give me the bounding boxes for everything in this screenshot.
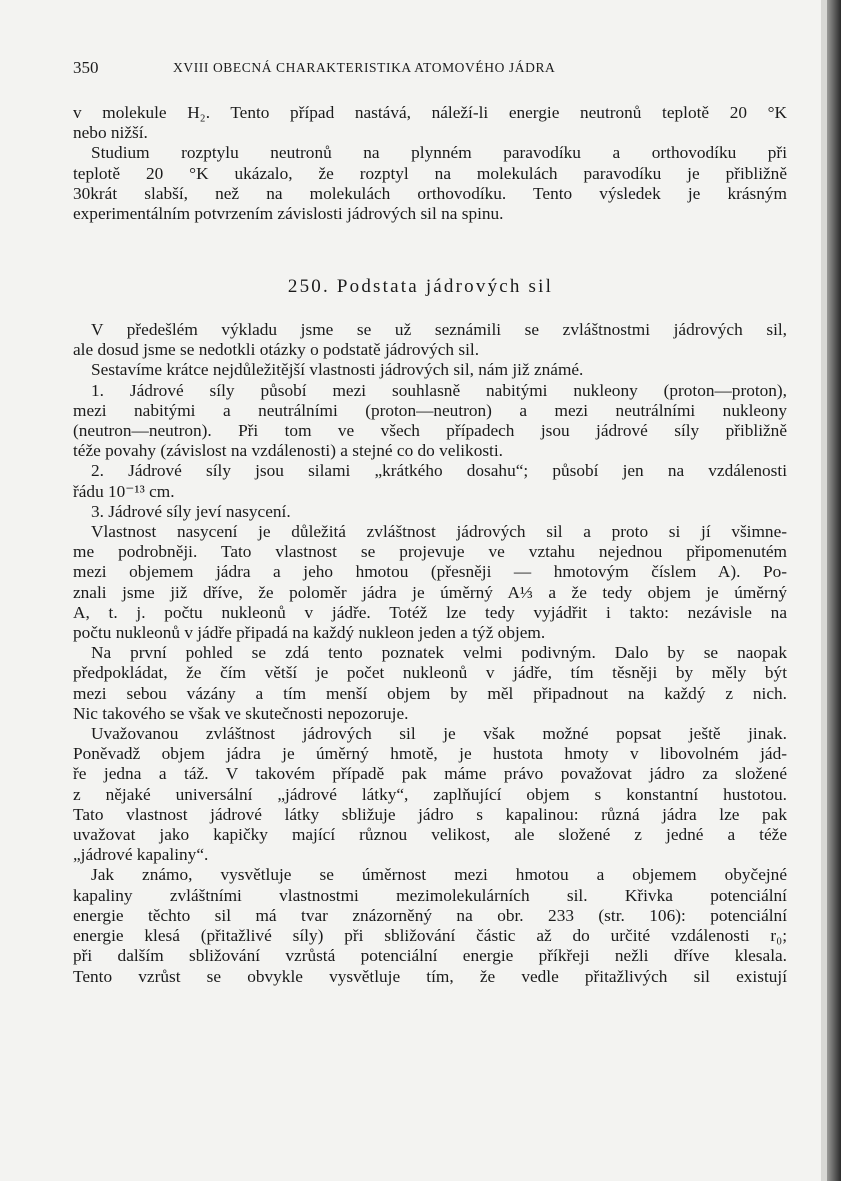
- text-line: v molekule H₂. Tento případ nastává, náleží-li energie neutronů teplotě 20 °K: [73, 103, 787, 122]
- text-line: „jádrové kapaliny“.: [73, 845, 209, 865]
- text-line: teplotě 20 °K ukázalo, že rozptyl na molekulách paravodíku je přibližně: [73, 163, 787, 183]
- text-line: Vlastnost nasycení je důležitá zvláštnost jádrových sil a proto si jí všimne-: [91, 522, 787, 542]
- text-line: 30krát slabší, než na molekulách orthovodíku. Tento výsledek je krásným: [73, 183, 787, 203]
- text-line: Tento vzrůst se obvykle vysvětluje tím, že vedle přitažlivých sil existují: [73, 966, 787, 986]
- text-line: ale dosud jsme se nedotkli otázky o podstatě jádrových sil.: [73, 340, 480, 360]
- text-line: řádu 10⁻¹³ cm.: [73, 481, 175, 501]
- text-line: A, t. j. počtu nukleonů v jádře. Totéž lze tedy vyjádřit i takto: nezávisle na: [73, 602, 787, 622]
- section-heading: 250. Podstata jádrových sil: [287, 276, 554, 297]
- text-line: energie těchto sil má tvar znázorněný na obr. 233 (str. 106): potenciální: [73, 905, 787, 925]
- text-line: (neutron—neutron). Při tom ve všech případech jsou jádrové síly přibližně: [73, 421, 787, 441]
- text-line: 2. Jádrové síly jsou silami „krátkého dosahu“; působí jen na vzdálenosti: [91, 461, 787, 481]
- text-line: uvažovat jako kapičky mající různou velikost, ale složené z jedné a téže: [73, 825, 787, 845]
- text-line: počtu nukleonů v jádře připadá na každý nukleon jeden a týž objem.: [73, 623, 546, 643]
- text-line: Nic takového se však ve skutečnosti nepozoruje.: [73, 703, 409, 723]
- text-line: Na první pohled se zdá tento poznatek velmi podivným. Dalo by se naopak: [91, 643, 787, 663]
- text-line: me podrobněji. Tato vlastnost se projevuje ve vztahu nejednou připomenutém: [73, 542, 787, 562]
- text-line: 1. Jádrové síly působí mezi souhlasně nabitými nukleony (proton—proton),: [91, 380, 787, 400]
- text-line: Studium rozptylu neutronů na plynném paravodíku a orthovodíku při: [91, 143, 787, 163]
- text-line: mezi sebou vázány a tím menší objem by měl připadnout na každý z nich.: [73, 683, 787, 703]
- text-line: energie klesá (přitažlivé síly) při sbližování částic až do určité vzdálenosti r₀;: [73, 926, 787, 946]
- text-line: Tato vlastnost jádrové látky sbližuje jádro s kapalinou: různá jádra lze pak: [73, 804, 787, 824]
- text-block-section-250: [73, 320, 787, 987]
- text-line: Jak známo, vysvětluje se úměrnost mezi hmotou a objemem obyčejné: [91, 865, 787, 885]
- page-number: 350: [73, 58, 99, 77]
- text-line: předpokládat, že čím větší je počet nukleonů v jádře, tím těsněji by měly být: [73, 663, 787, 683]
- text-line: mezi objemem jádra a jeho hmotou (přesněji — hmotovým číslem A). Po-: [73, 562, 787, 582]
- text-line: Sestavíme krátce nejdůležitější vlastnosti jádrových sil, nám již známé.: [91, 360, 584, 380]
- page-edge-shadow: [827, 0, 841, 1181]
- text-line: Poněvadž objem jádra je úměrný hmotě, je hustota hmoty v libovolném jád-: [73, 744, 787, 764]
- text-block-intro: [73, 103, 787, 224]
- text-line: ře jedna a táž. V takovém případě pak máme právo považovat jádro za složené: [73, 764, 787, 784]
- text-line: 3. Jádrové síly jeví nasycení.: [91, 501, 291, 521]
- text-line: mezi nabitými a neutrálními (proton—neutron) a mezi neutrálními nukleony: [73, 400, 787, 420]
- text-line: téže povahy (závislost na vzdálenosti) a stejné co do velikosti.: [73, 441, 503, 461]
- text-line: znali jsme již dříve, že poloměr jádra je úměrný A⅓ a že tedy objem je úměrný: [73, 582, 787, 602]
- text-line: V předešlém výkladu jsme se už seznámili se zvláštnostmi jádrových sil,: [91, 320, 787, 339]
- text-line: při dalším sbližování vzrůstá potenciální energie příkřeji nežli dříve klesala.: [73, 946, 787, 966]
- text-line: nebo nižší.: [73, 123, 148, 143]
- text-line: kapaliny zvláštními vlastnostmi mezimolekulárních sil. Křivka potenciální: [73, 885, 787, 905]
- text-line: Uvažovanou zvláštnost jádrových sil je však možné popsat ještě jinak.: [91, 724, 787, 744]
- running-title: XVIII OBECNÁ CHARAKTERISTIKA ATOMOVÉHO JÁDRA: [173, 60, 556, 75]
- text-line: z nějaké universální „jádrové látky“, zaplňující objem s konstantní hustotou.: [73, 784, 787, 804]
- text-line: experimentálním potvrzením závislosti jádrových sil na spinu.: [73, 204, 504, 224]
